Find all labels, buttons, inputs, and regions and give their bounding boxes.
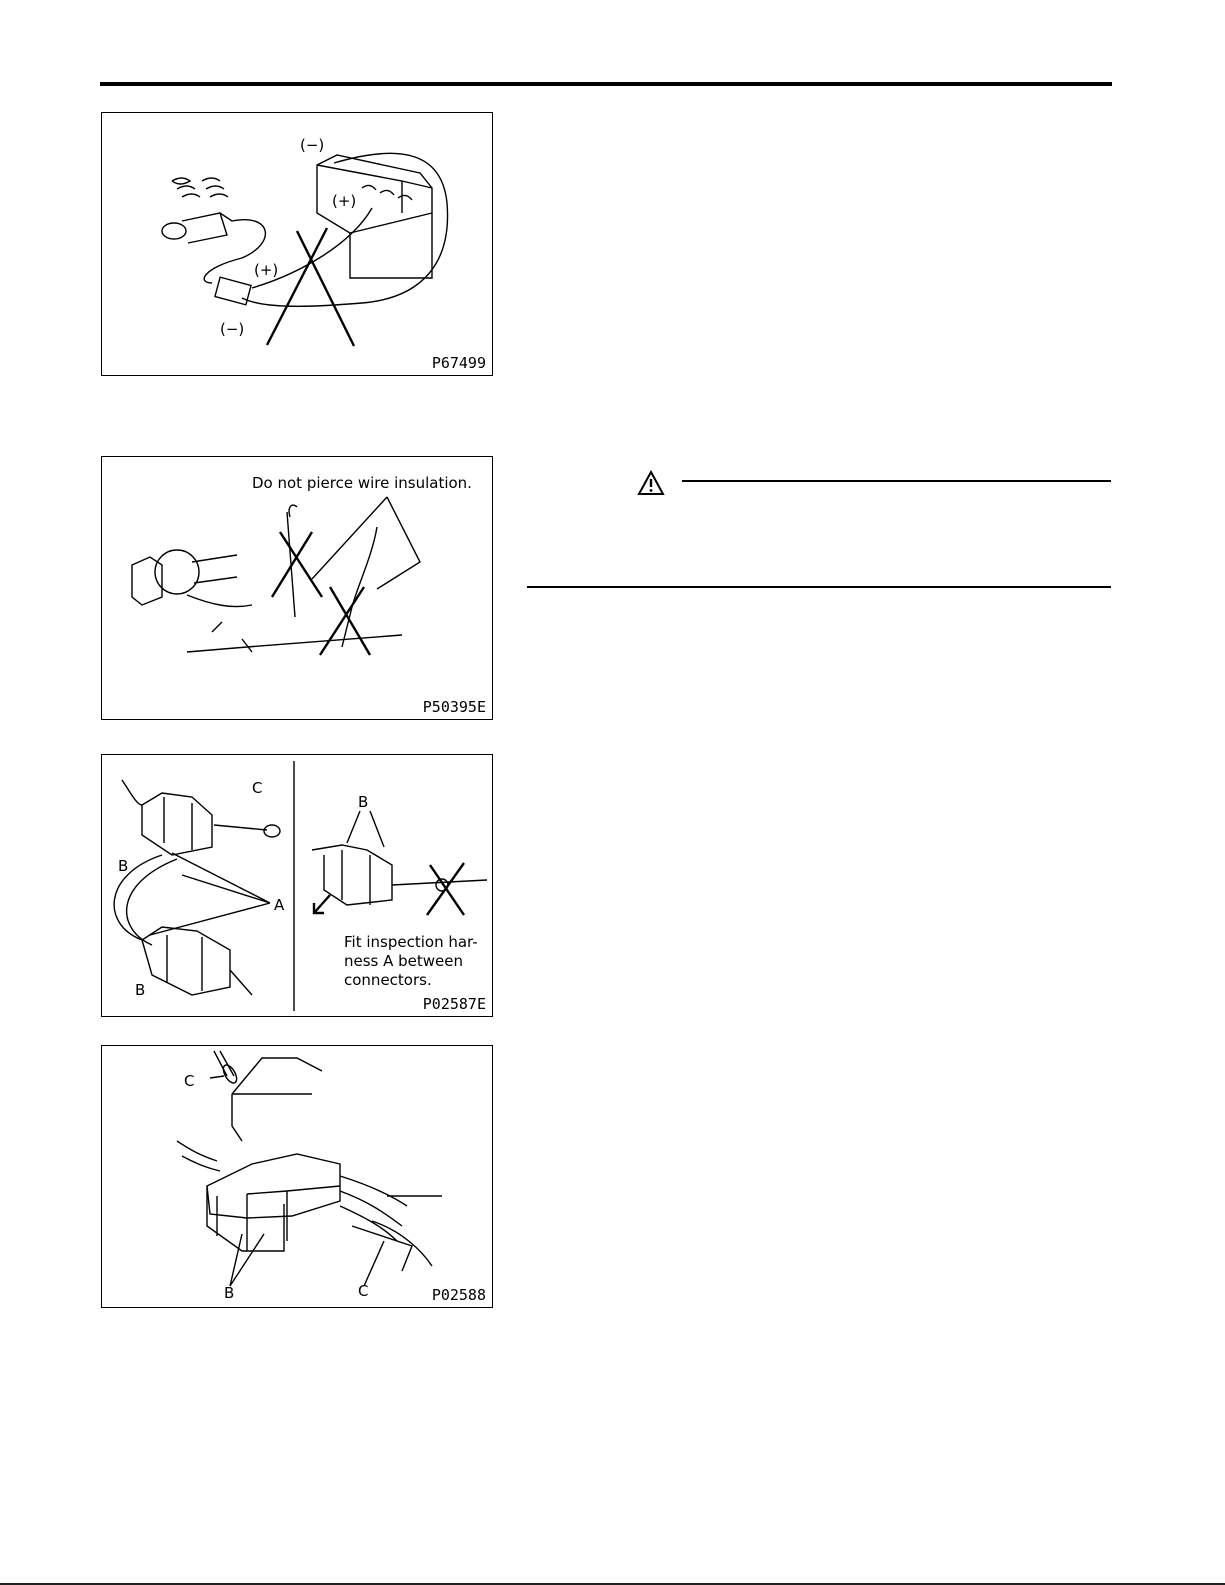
label-b: B: [224, 1284, 235, 1302]
label-c-bottom: C: [358, 1282, 369, 1300]
caution-top-rule: [682, 480, 1111, 482]
harness-note-line1: Fit inspection har-: [344, 933, 478, 951]
figure-connector-probe: [101, 1045, 493, 1308]
battery-illustration: [102, 113, 494, 377]
figure-inspection-harness: [101, 754, 493, 1017]
label-c-top: C: [184, 1072, 195, 1090]
connector-probe-illustration: [102, 1046, 494, 1309]
battery-pos-label: (+): [332, 192, 357, 210]
caution-bottom-rule: [527, 586, 1111, 588]
harness-neg-label: (−): [220, 320, 245, 338]
label-a: A: [274, 896, 285, 914]
figure-code: P50395E: [422, 698, 486, 716]
wire-insulation-illustration: [102, 457, 494, 721]
inspection-harness-illustration: [102, 755, 494, 1018]
harness-note-line3: connectors.: [344, 971, 432, 989]
warning-triangle-icon: [637, 470, 665, 496]
label-b-top: B: [118, 857, 129, 875]
figure-wire-insulation: [101, 456, 493, 720]
label-b-bottom: B: [135, 981, 146, 999]
battery-neg-label: (−): [300, 136, 325, 154]
figure-code: P02587E: [422, 995, 486, 1013]
do-not-pierce-note: Do not pierce wire insulation.: [252, 474, 472, 492]
label-b-right: B: [358, 793, 369, 811]
figure-code: P67499: [431, 354, 486, 372]
figure-code: P02588: [431, 1286, 486, 1304]
figure-battery-probe: [101, 112, 493, 376]
header-rule: [100, 82, 1112, 86]
label-c: C: [252, 779, 263, 797]
harness-pos-label: (+): [254, 261, 279, 279]
harness-note-line2: ness A between: [344, 952, 464, 970]
